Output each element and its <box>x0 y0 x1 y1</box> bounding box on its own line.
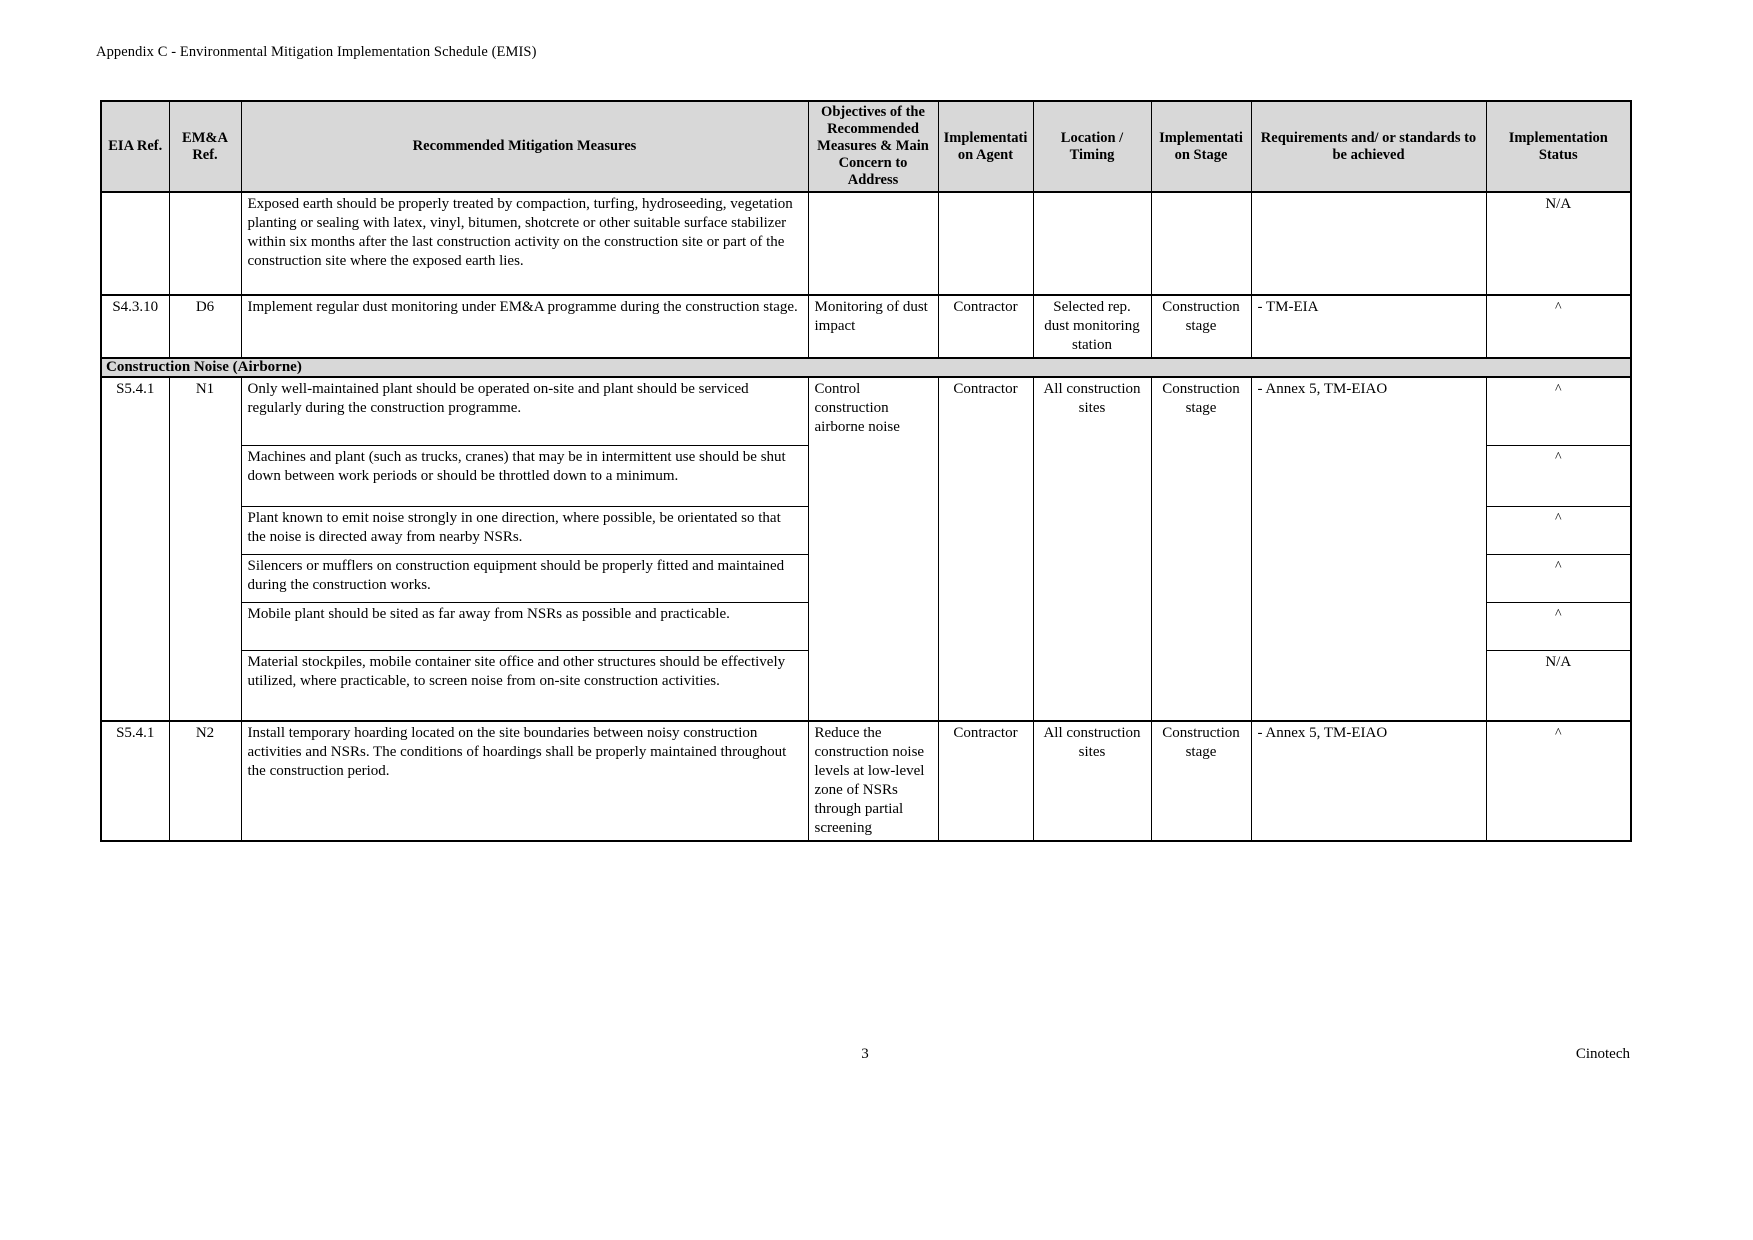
cell-status: ^ <box>1486 721 1631 841</box>
cell-measure: Material stockpiles, mobile container site office and other structures should be effectively utilized, where practicable, to screen noise from on-site construction activities. <box>241 650 808 721</box>
cell-ema-ref <box>169 192 241 295</box>
cell-location: All construction sites <box>1033 377 1151 721</box>
cell-measure: Implement regular dust monitoring under EM&A programme during the construction stage. <box>241 295 808 358</box>
cell-agent: Contractor <box>938 377 1033 721</box>
table-row <box>101 192 1631 295</box>
column-header-agent: Implementation Agent <box>938 101 1033 192</box>
cell-eia-ref: S4.3.10 <box>101 295 169 358</box>
footer-page-number: 3 <box>861 1046 869 1062</box>
cell-status: N/A <box>1486 650 1631 721</box>
cell-objective <box>808 192 938 295</box>
column-header-stage: Implementation Stage <box>1151 101 1251 192</box>
cell-eia-ref: S5.4.1 <box>101 721 169 841</box>
cell-requirements: - Annex 5, TM-EIAO <box>1251 377 1486 721</box>
column-header-eia-ref: EIA Ref. <box>101 101 169 192</box>
cell-objective: Control construction airborne noise <box>808 377 938 721</box>
cell-measure: Install temporary hoarding located on the site boundaries between noisy construction activities and NSRs. The conditions of hoardings shall be properly maintained throughout the construction period. <box>241 721 808 841</box>
cell-location: Selected rep. dust monitoring station <box>1033 295 1151 358</box>
section-header-row <box>101 358 1631 377</box>
cell-measure: Silencers or mufflers on construction equipment should be properly fitted and maintained during the construction works. <box>241 554 808 602</box>
cell-agent: Contractor <box>938 295 1033 358</box>
page-title: Appendix C - Environmental Mitigation Implementation Schedule (EMIS) <box>96 44 537 60</box>
table-header-row <box>101 101 1631 192</box>
section-header: Construction Noise (Airborne) <box>101 358 1631 377</box>
cell-ema-ref: N1 <box>169 377 241 721</box>
cell-location <box>1033 192 1151 295</box>
cell-ema-ref: N2 <box>169 721 241 841</box>
cell-status: ^ <box>1486 506 1631 554</box>
footer-company: Cinotech <box>1575 1046 1630 1062</box>
column-header-objectives: Objectives of the Recommended Measures & Main Concern to Address <box>808 101 938 192</box>
cell-measure: Machines and plant (such as trucks, cranes) that may be in intermittent use should be shut down between work periods or should be throttled down to a minimum. <box>241 445 808 506</box>
cell-objective: Reduce the construction noise levels at low-level zone of NSRs through partial screening <box>808 721 938 841</box>
cell-requirements: - TM-EIA <box>1251 295 1486 358</box>
table-row <box>101 295 1631 358</box>
column-header-ema-ref: EM&A Ref. <box>169 101 241 192</box>
cell-measure: Mobile plant should be sited as far away from NSRs as possible and practicable. <box>241 602 808 650</box>
column-header-requirements: Requirements and/ or standards to be achieved <box>1251 101 1486 192</box>
cell-agent <box>938 192 1033 295</box>
cell-status: ^ <box>1486 554 1631 602</box>
cell-status: ^ <box>1486 602 1631 650</box>
table-row <box>101 377 1631 445</box>
column-header-status: Implementation Status <box>1486 101 1631 192</box>
cell-stage <box>1151 192 1251 295</box>
cell-status: ^ <box>1486 295 1631 358</box>
column-header-measures: Recommended Mitigation Measures <box>241 101 808 192</box>
column-header-location-timing: Location / Timing <box>1033 101 1151 192</box>
cell-stage: Construction stage <box>1151 721 1251 841</box>
cell-status: ^ <box>1486 445 1631 506</box>
cell-status: ^ <box>1486 377 1631 445</box>
table-row <box>101 721 1631 841</box>
cell-location: All construction sites <box>1033 721 1151 841</box>
emis-table <box>100 100 1632 842</box>
cell-measure: Plant known to emit noise strongly in one direction, where possible, be orientated so that the noise is directed away from nearby NSRs. <box>241 506 808 554</box>
cell-agent: Contractor <box>938 721 1033 841</box>
cell-eia-ref <box>101 192 169 295</box>
cell-requirements <box>1251 192 1486 295</box>
cell-status: N/A <box>1486 192 1631 295</box>
cell-measure: Exposed earth should be properly treated by compaction, turfing, hydroseeding, vegetation planting or sealing with latex, vinyl, bitumen, shotcrete or other suitable surface stabilizer within six months after the last construction activity on the construction site or part of the construction site where the exposed earth lies. <box>241 192 808 295</box>
cell-requirements: - Annex 5, TM-EIAO <box>1251 721 1486 841</box>
cell-measure: Only well-maintained plant should be operated on-site and plant should be serviced regularly during the construction programme. <box>241 377 808 445</box>
cell-eia-ref: S5.4.1 <box>101 377 169 721</box>
cell-ema-ref: D6 <box>169 295 241 358</box>
cell-objective: Monitoring of dust impact <box>808 295 938 358</box>
cell-stage: Construction stage <box>1151 377 1251 721</box>
cell-stage: Construction stage <box>1151 295 1251 358</box>
